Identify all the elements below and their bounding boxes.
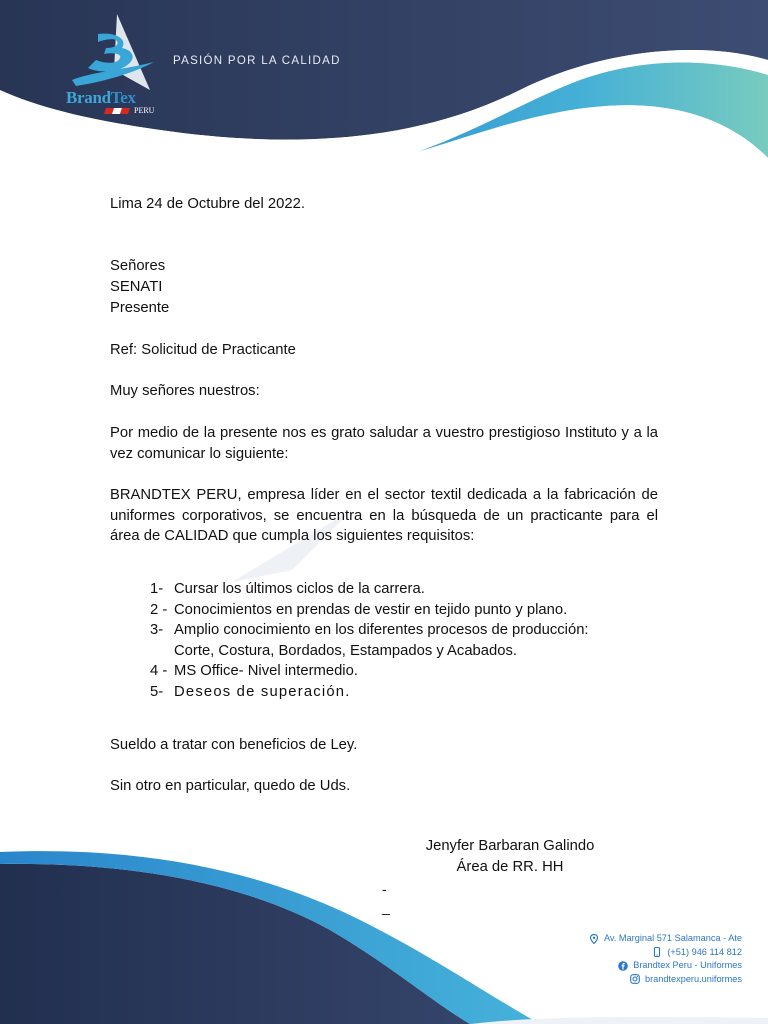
- recipient-line: SENATI: [110, 279, 163, 295]
- requirements-list: [150, 579, 670, 702]
- list-item-text: Conocimientos en prendas de vestir en tejido punto y plano.: [174, 601, 568, 618]
- brand-tagline: PASIÓN POR LA CALIDAD: [173, 55, 341, 67]
- logo-subtitle: PERU: [134, 106, 155, 115]
- contact-facebook-row: [572, 959, 742, 973]
- letter-paragraph: BRANDTEX PERU, empresa líder en el sector textil dedicada a la fabricación de uniformes corporativos, se encuentra en la búsqueda de un practicante para el área de CALIDAD que cumpla los siguientes requisitos:: [110, 487, 658, 544]
- contact-address: Av. Marginal 571 Salamanca - Ate: [603, 933, 742, 943]
- list-item-number: 5-: [150, 683, 164, 700]
- contact-phone-row: [572, 946, 742, 960]
- list-item-number: 4 -: [150, 663, 168, 679]
- location-pin-icon: [589, 934, 599, 944]
- list-item-text-line: Amplio conocimiento en los diferentes procesos de producción:: [174, 622, 589, 638]
- letter-salary: Sueldo a tratar con beneficios de Ley.: [110, 737, 358, 753]
- list-item-number: 1-: [150, 581, 164, 597]
- logo-word-tex: Tex: [110, 88, 136, 107]
- signature-mark: _: [382, 899, 390, 915]
- signer-department: Área de RR. HH: [456, 859, 564, 875]
- contact-info: [572, 932, 742, 986]
- letter-reference: Ref: Solicitud de Practicante: [110, 342, 296, 358]
- list-item: [150, 620, 670, 661]
- list-item: [150, 600, 670, 621]
- signature-mark: -: [382, 881, 387, 897]
- signer-name: Jenyfer Barbaran Galindo: [425, 838, 595, 854]
- list-item-text: [174, 620, 589, 661]
- contact-phone: (+51) 946 114 812: [667, 946, 742, 957]
- list-item-text: MS Office- Nivel intermedio.: [174, 663, 358, 679]
- logo-word-brand: Brand: [66, 88, 111, 107]
- list-item-text: Cursar los últimos ciclos de la carrera.: [174, 581, 425, 597]
- contact-facebook: Brandtex Peru - Uniformes: [633, 960, 742, 970]
- list-item: [150, 661, 670, 682]
- letter-greeting: Muy señores nuestros:: [110, 383, 260, 399]
- logo-wordmark: [66, 88, 136, 108]
- list-item-text-line: Corte, Costura, Bordados, Estampados y Acabados.: [174, 642, 517, 659]
- phone-icon: [652, 947, 662, 957]
- letter-date: Lima 24 de Octubre del 2022.: [110, 196, 305, 212]
- list-item-number: 3-: [150, 622, 164, 638]
- letter-closing: Sin otro en particular, quedo de Uds.: [110, 778, 351, 794]
- list-item: [150, 682, 670, 703]
- list-item-number: 2 -: [150, 601, 168, 618]
- contact-instagram-row: [572, 973, 742, 987]
- recipient-line: Señores: [110, 258, 166, 274]
- list-item: [150, 579, 670, 600]
- recipient-line: Presente: [110, 300, 170, 316]
- peru-flag-icon: [104, 108, 130, 114]
- contact-address-row: [572, 932, 742, 946]
- facebook-icon: [618, 961, 628, 971]
- instagram-icon: [630, 974, 640, 984]
- letter-paragraph: Por medio de la presente nos es grato saludar a vuestro prestigioso Instituto y a la vez comunicar lo siguiente:: [110, 425, 658, 462]
- contact-instagram: brandtexperu.uniformes: [644, 973, 742, 984]
- list-item-text: Deseos de superación.: [174, 683, 351, 700]
